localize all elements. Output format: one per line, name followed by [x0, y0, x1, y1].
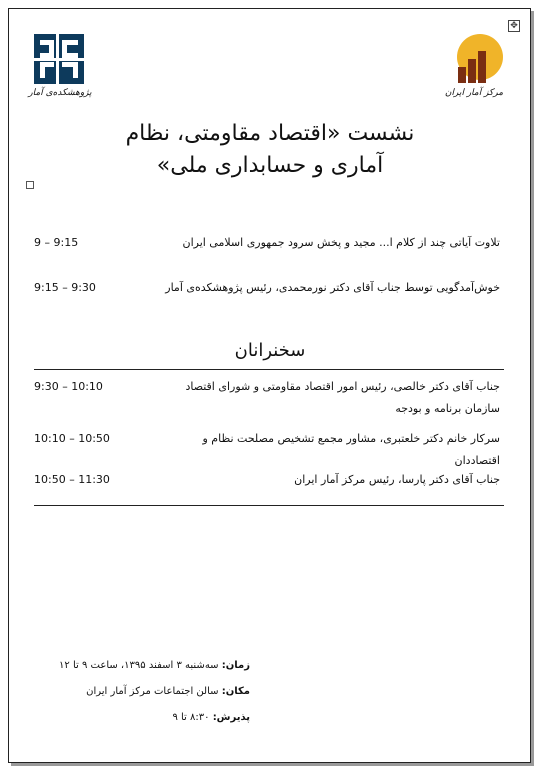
speaker-item — [34, 428, 500, 472]
divider-bottom — [34, 505, 504, 506]
move-handle-icon[interactable]: ✥ — [508, 20, 520, 32]
speaker-time: 10:10 – 9:30 — [34, 380, 103, 393]
event-reception — [60, 712, 250, 723]
event-time-value: سه‌شنبه ۳ اسفند ۱۳۹۵، ساعت ۹ تا ۱۲ — [59, 660, 219, 671]
speaker-time: 11:30 – 10:50 — [34, 473, 110, 486]
event-reception-value: ۸:۳۰ تا ۹ — [172, 712, 210, 723]
speaker-time: 10:50 – 10:10 — [34, 432, 110, 445]
speaker-desc: جناب آقای دکتر خالصی، رئیس امور اقتصاد مقاومتی و شورای اقتصاد سازمان برنامه و بودجه — [185, 380, 500, 415]
speaker-item — [34, 376, 500, 420]
anchor-icon — [26, 181, 34, 189]
speaker-desc: سرکار خانم دکتر خلعتبری، مشاور مجمع تشخیص مصلحت نظام و اقتصاددان — [202, 432, 500, 467]
statistical-center-logo — [452, 33, 504, 85]
speaker-item — [34, 469, 500, 491]
event-title — [120, 118, 420, 182]
event-place-value: سالن اجتماعات مرکز آمار ایران — [86, 686, 219, 697]
event-place — [60, 686, 250, 697]
statistical-center-logo-text: مرکز آمار ایران — [444, 88, 504, 98]
divider-top — [34, 369, 504, 370]
program-item-desc: خوش‌آمدگویی توسط جناب آقای دکتر نورمحمدی، رئیس پژوهشکده‌ی آمار — [165, 281, 500, 294]
event-title-line-2: آماری و حسابداری ملی» — [156, 153, 384, 178]
event-place-label: مکان: — [221, 686, 250, 697]
program-item-time: 9:15 – 9 — [34, 236, 79, 249]
event-reception-label: پذیرش: — [212, 712, 250, 723]
program-item-time: 9:30 – 9:15 — [34, 281, 96, 294]
speakers-heading: سخنرانان — [234, 340, 306, 361]
event-time-label: زمان: — [221, 660, 250, 671]
speaker-desc: جناب آقای دکتر پارسا، رئیس مرکز آمار ایران — [294, 473, 500, 486]
program-item-desc: تلاوت آیاتی چند از کلام ا... مجید و پخش سرود جمهوری اسلامی ایران — [182, 236, 500, 249]
statistics-institute-logo-text: پژوهشکده‌ی آمار — [28, 88, 92, 98]
event-time — [60, 660, 250, 671]
event-title-line-1: نشست «اقتصاد مقاومتی، نظام — [125, 121, 415, 146]
